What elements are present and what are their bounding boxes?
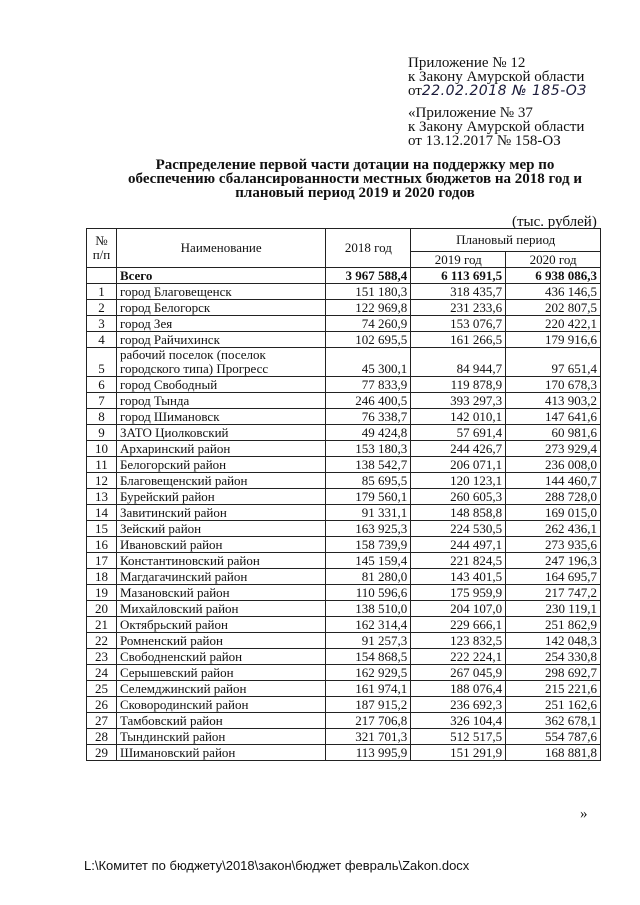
- row-name: Константиновский район: [116, 553, 325, 569]
- row-name: город Зея: [116, 316, 325, 332]
- table-row: [87, 713, 601, 729]
- row-2018: 179 560,1: [326, 489, 411, 505]
- row-2020: 247 196,3: [506, 553, 601, 569]
- row-2020: 220 422,1: [506, 316, 601, 332]
- row-name: Ромненский район: [116, 633, 325, 649]
- row-2019: 84 944,7: [411, 348, 506, 377]
- table-row: [87, 649, 601, 665]
- row-2019: 224 530,5: [411, 521, 506, 537]
- table-row: [87, 377, 601, 393]
- header-2020: 2020 год: [506, 252, 601, 268]
- row-2018: 122 969,8: [326, 300, 411, 316]
- row-2020: 230 119,1: [506, 601, 601, 617]
- table-row: [87, 697, 601, 713]
- row-2020: 217 747,2: [506, 585, 601, 601]
- row-number: 7: [87, 393, 117, 409]
- row-2018: 138 542,7: [326, 457, 411, 473]
- table-row: [87, 537, 601, 553]
- row-2018: 163 925,3: [326, 521, 411, 537]
- table-row: [87, 473, 601, 489]
- annex-date-line: [408, 84, 587, 98]
- row-2019: 393 297,3: [411, 393, 506, 409]
- row-number: 21: [87, 617, 117, 633]
- row-2018: 153 180,3: [326, 441, 411, 457]
- row-name: Свободненский район: [116, 649, 325, 665]
- row-number: 20: [87, 601, 117, 617]
- row-2018: 138 510,0: [326, 601, 411, 617]
- row-number: 4: [87, 332, 117, 348]
- table-row: [87, 332, 601, 348]
- row-2020: 273 929,4: [506, 441, 601, 457]
- row-number: 28: [87, 729, 117, 745]
- row-name: Архаринский район: [116, 441, 325, 457]
- table-row: [87, 316, 601, 332]
- row-2018: 85 695,5: [326, 473, 411, 489]
- units-label: (тыс. рублей): [512, 214, 597, 230]
- row-2018: 76 338,7: [326, 409, 411, 425]
- row-2018: 77 833,9: [326, 377, 411, 393]
- total-row: [87, 268, 601, 284]
- row-2020: 97 651,4: [506, 348, 601, 377]
- row-2018: 91 331,1: [326, 505, 411, 521]
- row-2020: 170 678,3: [506, 377, 601, 393]
- table-row: [87, 585, 601, 601]
- header-2019: 2019 год: [411, 252, 506, 268]
- row-2019: 512 517,5: [411, 729, 506, 745]
- row-name: город Тында: [116, 393, 325, 409]
- document-title: Распределение первой части дотации на поддержку мер по обеспечению сбалансированности местных бюджетов на 2018 год и плановый период 2019 и 2020 годов: [128, 157, 582, 201]
- row-name: город Белогорск: [116, 300, 325, 316]
- row-2019: 222 224,1: [411, 649, 506, 665]
- row-number: 15: [87, 521, 117, 537]
- row-2018: 102 695,5: [326, 332, 411, 348]
- row-name: Селемджинский район: [116, 681, 325, 697]
- row-number: 29: [87, 745, 117, 761]
- row-number: 26: [87, 697, 117, 713]
- row-2020: 60 981,6: [506, 425, 601, 441]
- row-number: 22: [87, 633, 117, 649]
- row-2018: 110 596,6: [326, 585, 411, 601]
- row-name: Белогорский район: [116, 457, 325, 473]
- row-2020: 236 008,0: [506, 457, 601, 473]
- table-row: [87, 393, 601, 409]
- row-2020: 144 460,7: [506, 473, 601, 489]
- row-name: Магдагачинский район: [116, 569, 325, 585]
- annex-block: [408, 56, 587, 98]
- row-name: Благовещенский район: [116, 473, 325, 489]
- row-number: 19: [87, 585, 117, 601]
- row-number: 8: [87, 409, 117, 425]
- row-2019: 244 426,7: [411, 441, 506, 457]
- header-name: Наименование: [116, 229, 325, 268]
- table-row: [87, 745, 601, 761]
- total-2020: 6 938 086,3: [506, 268, 601, 284]
- row-2018: 81 280,0: [326, 569, 411, 585]
- row-2020: 202 807,5: [506, 300, 601, 316]
- row-2018: 158 739,9: [326, 537, 411, 553]
- row-name: Ивановский район: [116, 537, 325, 553]
- row-2020: 251 862,9: [506, 617, 601, 633]
- row-2020: 413 903,2: [506, 393, 601, 409]
- previous-annex-law: к Закону Амурской области: [408, 119, 585, 135]
- table-row: [87, 633, 601, 649]
- row-2019: 260 605,3: [411, 489, 506, 505]
- row-2019: 206 071,1: [411, 457, 506, 473]
- row-number: 10: [87, 441, 117, 457]
- row-2018: 145 159,4: [326, 553, 411, 569]
- row-name: Бурейский район: [116, 489, 325, 505]
- row-name: Шимановский район: [116, 745, 325, 761]
- row-name: город Райчихинск: [116, 332, 325, 348]
- row-name: город Шимановск: [116, 409, 325, 425]
- row-name: ЗАТО Циолковский: [116, 425, 325, 441]
- row-2019: 120 123,1: [411, 473, 506, 489]
- row-2019: 151 291,9: [411, 745, 506, 761]
- row-number: 3: [87, 316, 117, 332]
- row-name: Тындинский район: [116, 729, 325, 745]
- annex-title: Приложение № 12: [408, 55, 526, 71]
- row-number: 18: [87, 569, 117, 585]
- previous-annex-title: «Приложение № 37: [408, 105, 533, 121]
- row-2019: 175 959,9: [411, 585, 506, 601]
- annex-law: к Закону Амурской области: [408, 69, 585, 85]
- row-name: Михайловский район: [116, 601, 325, 617]
- row-number: 13: [87, 489, 117, 505]
- row-2018: 113 995,9: [326, 745, 411, 761]
- row-2019: 229 666,1: [411, 617, 506, 633]
- table-row: [87, 553, 601, 569]
- row-2020: 147 641,6: [506, 409, 601, 425]
- subsidy-table: [86, 228, 601, 761]
- table-row: [87, 300, 601, 316]
- table-row: [87, 521, 601, 537]
- row-name: Мазановский район: [116, 585, 325, 601]
- table-row: [87, 489, 601, 505]
- row-name: Серышевский район: [116, 665, 325, 681]
- total-2018: 3 967 588,4: [326, 268, 411, 284]
- row-2020: 168 881,8: [506, 745, 601, 761]
- row-name: Тамбовский район: [116, 713, 325, 729]
- row-name: Зейский район: [116, 521, 325, 537]
- row-number: 27: [87, 713, 117, 729]
- table-row: [87, 665, 601, 681]
- row-2019: 244 497,1: [411, 537, 506, 553]
- table-row: [87, 284, 601, 300]
- row-2019: 123 832,5: [411, 633, 506, 649]
- row-number: 25: [87, 681, 117, 697]
- row-2018: 45 300,1: [326, 348, 411, 377]
- row-2020: 251 162,6: [506, 697, 601, 713]
- row-2019: 57 691,4: [411, 425, 506, 441]
- row-name: рабочий поселок (поселок городского типа) Прогресс: [116, 348, 325, 377]
- row-2020: 169 015,0: [506, 505, 601, 521]
- row-2020: 262 436,1: [506, 521, 601, 537]
- row-name: Сковородинский район: [116, 697, 325, 713]
- row-2018: 151 180,3: [326, 284, 411, 300]
- row-2020: 273 935,6: [506, 537, 601, 553]
- row-2018: 49 424,8: [326, 425, 411, 441]
- row-2018: 321 701,3: [326, 729, 411, 745]
- row-name: город Свободный: [116, 377, 325, 393]
- row-2019: 267 045,9: [411, 665, 506, 681]
- row-2018: 161 974,1: [326, 681, 411, 697]
- row-number: 5: [87, 348, 117, 377]
- table-row: [87, 505, 601, 521]
- table-row: [87, 569, 601, 585]
- row-2019: 148 858,8: [411, 505, 506, 521]
- row-2020: 362 678,1: [506, 713, 601, 729]
- row-2019: 119 878,9: [411, 377, 506, 393]
- row-2018: 162 314,4: [326, 617, 411, 633]
- row-2019: 204 107,0: [411, 601, 506, 617]
- row-number: 24: [87, 665, 117, 681]
- row-2018: 91 257,3: [326, 633, 411, 649]
- handwritten-date: 22.02.2018 № 185-ОЗ: [421, 83, 587, 99]
- table-row: [87, 348, 601, 377]
- row-2019: 143 401,5: [411, 569, 506, 585]
- row-number: 6: [87, 377, 117, 393]
- row-2020: 436 146,5: [506, 284, 601, 300]
- previous-annex-date: от 13.12.2017 № 158-ОЗ: [408, 133, 561, 149]
- row-name: Завитинский район: [116, 505, 325, 521]
- row-2018: 162 929,5: [326, 665, 411, 681]
- row-2018: 154 868,5: [326, 649, 411, 665]
- table-row: [87, 729, 601, 745]
- closing-quote: »: [580, 806, 588, 822]
- table-row: [87, 601, 601, 617]
- row-2019: 153 076,7: [411, 316, 506, 332]
- row-2019: 318 435,7: [411, 284, 506, 300]
- row-number: 16: [87, 537, 117, 553]
- row-number: 14: [87, 505, 117, 521]
- row-2020: 142 048,3: [506, 633, 601, 649]
- row-number: 1: [87, 284, 117, 300]
- row-2019: 221 824,5: [411, 553, 506, 569]
- row-name: Октябрьский район: [116, 617, 325, 633]
- row-number: 23: [87, 649, 117, 665]
- header-plan-period: Плановый период: [411, 229, 601, 252]
- row-number: 9: [87, 425, 117, 441]
- row-2020: 254 330,8: [506, 649, 601, 665]
- row-2020: 554 787,6: [506, 729, 601, 745]
- table-row: [87, 441, 601, 457]
- row-2019: 236 692,3: [411, 697, 506, 713]
- table-row: [87, 681, 601, 697]
- file-path-footer: L:\Комитет по бюджету\2018\закон\бюджет февраль\Zakon.docx: [84, 858, 470, 873]
- row-2018: 246 400,5: [326, 393, 411, 409]
- row-number: 11: [87, 457, 117, 473]
- row-2020: 179 916,6: [506, 332, 601, 348]
- header-num: № п/п: [87, 229, 117, 268]
- total-label: Всего: [116, 268, 325, 284]
- row-2020: 215 221,6: [506, 681, 601, 697]
- row-2020: 288 728,0: [506, 489, 601, 505]
- row-2019: 188 076,4: [411, 681, 506, 697]
- row-number: 2: [87, 300, 117, 316]
- row-2019: 161 266,5: [411, 332, 506, 348]
- total-2019: 6 113 691,5: [411, 268, 506, 284]
- row-number: 12: [87, 473, 117, 489]
- row-2018: 74 260,9: [326, 316, 411, 332]
- previous-annex-block: [408, 106, 584, 148]
- row-2019: 326 104,4: [411, 713, 506, 729]
- table-row: [87, 617, 601, 633]
- row-2018: 187 915,2: [326, 697, 411, 713]
- row-2019: 142 010,1: [411, 409, 506, 425]
- row-name: город Благовещенск: [116, 284, 325, 300]
- annex-date-prefix: от: [408, 83, 422, 99]
- row-2018: 217 706,8: [326, 713, 411, 729]
- table-row: [87, 425, 601, 441]
- row-number: 17: [87, 553, 117, 569]
- row-2020: 298 692,7: [506, 665, 601, 681]
- table-row: [87, 409, 601, 425]
- header-2018: 2018 год: [326, 229, 411, 268]
- table-row: [87, 457, 601, 473]
- row-2019: 231 233,6: [411, 300, 506, 316]
- row-2020: 164 695,7: [506, 569, 601, 585]
